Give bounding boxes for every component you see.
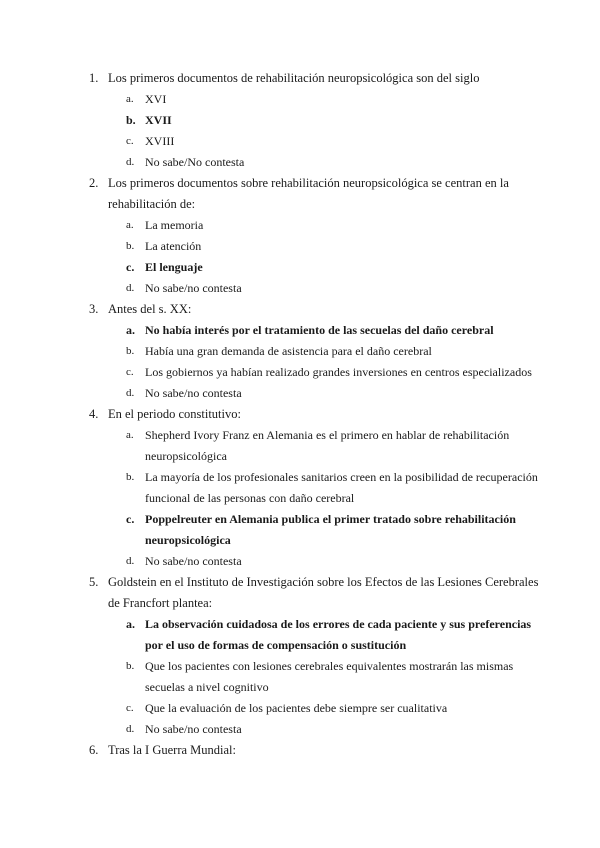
option-letter: b. xyxy=(126,660,135,672)
answer-option-correct xyxy=(108,614,540,656)
option-letter: d. xyxy=(126,387,135,399)
option-text: El lenguaje xyxy=(145,260,203,274)
answer-option-correct xyxy=(108,257,540,278)
question-text: Los primeros documentos de rehabilitación neuropsicológica son del siglo xyxy=(108,71,480,85)
option-text: No sabe/no contesta xyxy=(145,554,242,568)
question-3 xyxy=(0,299,600,404)
option-text: No sabe/no contesta xyxy=(145,281,242,295)
question-number: 4. xyxy=(89,407,99,421)
question-number: 2. xyxy=(89,176,99,190)
option-letter: b. xyxy=(126,113,136,127)
question-list xyxy=(0,68,600,761)
option-letter: c. xyxy=(126,366,134,378)
option-letter: c. xyxy=(126,260,135,274)
option-letter: b. xyxy=(126,471,135,483)
answer-option xyxy=(108,698,540,719)
option-letter: a. xyxy=(126,219,134,231)
answer-option xyxy=(108,425,540,467)
question-5 xyxy=(0,572,600,740)
answer-options xyxy=(108,215,540,299)
answer-options xyxy=(108,320,540,404)
answer-option xyxy=(108,341,540,362)
option-letter: a. xyxy=(126,617,135,631)
option-text: XVII xyxy=(145,113,172,127)
option-text: XVI xyxy=(145,92,167,106)
option-text: La observación cuidadosa de los errores de cada paciente y sus preferencias por el uso de formas de compensación o sustitución xyxy=(145,617,532,652)
option-letter: b. xyxy=(126,240,135,252)
question-number: 1. xyxy=(89,71,99,85)
option-text: La mayoría de los profesionales sanitarios creen en la posibilidad de recuperación funcional de las personas con daño cerebral xyxy=(145,470,538,505)
option-text: Había una gran demanda de asistencia para el daño cerebral xyxy=(145,344,432,358)
option-letter: c. xyxy=(126,135,134,147)
option-letter: a. xyxy=(126,323,135,337)
question-text: En el periodo constitutivo: xyxy=(108,407,241,421)
question-text: Tras la I Guerra Mundial: xyxy=(108,743,236,757)
question-1 xyxy=(0,68,600,173)
answer-option xyxy=(108,656,540,698)
option-text: No sabe/no contesta xyxy=(145,386,242,400)
question-number: 3. xyxy=(89,302,99,316)
answer-option-correct xyxy=(108,509,540,551)
option-letter: c. xyxy=(126,702,134,714)
option-letter: d. xyxy=(126,723,135,735)
answer-options xyxy=(108,614,540,740)
question-text: Antes del s. XX: xyxy=(108,302,192,316)
option-text: Que los pacientes con lesiones cerebrales equivalentes mostrarán las mismas secuelas a nivel cognitivo xyxy=(145,659,514,694)
option-letter: d. xyxy=(126,555,135,567)
option-text: Los gobiernos ya habían realizado grandes inversiones en centros especializados xyxy=(145,365,532,379)
answer-option xyxy=(108,152,540,173)
answer-options xyxy=(108,425,540,572)
answer-option xyxy=(108,89,540,110)
option-letter: c. xyxy=(126,512,135,526)
question-4 xyxy=(0,404,600,572)
option-letter: a. xyxy=(126,429,134,441)
answer-option xyxy=(108,236,540,257)
option-text: Shepherd Ivory Franz en Alemania es el primero en hablar de rehabilitación neuropsicológica xyxy=(145,428,510,463)
option-text: No sabe/No contesta xyxy=(145,155,245,169)
answer-option xyxy=(108,467,540,509)
answer-option xyxy=(108,383,540,404)
option-text: No había interés por el tratamiento de las secuelas del daño cerebral xyxy=(145,323,494,337)
option-letter: b. xyxy=(126,345,135,357)
question-2 xyxy=(0,173,600,299)
answer-option xyxy=(108,278,540,299)
answer-option xyxy=(108,362,540,383)
answer-option xyxy=(108,551,540,572)
option-text: Poppelreuter en Alemania publica el primer tratado sobre rehabilitación neuropsicológica xyxy=(145,512,516,547)
answer-option-correct xyxy=(108,110,540,131)
question-text: Los primeros documentos sobre rehabilitación neuropsicológica se centran en la rehabilitación de: xyxy=(108,176,509,211)
answer-option xyxy=(108,131,540,152)
option-text: La memoria xyxy=(145,218,204,232)
option-text: XVIII xyxy=(145,134,175,148)
option-text: No sabe/no contesta xyxy=(145,722,242,736)
option-letter: d. xyxy=(126,156,135,168)
answer-options xyxy=(108,89,540,173)
option-letter: d. xyxy=(126,282,135,294)
answer-option xyxy=(108,215,540,236)
question-text: Goldstein en el Instituto de Investigación sobre los Efectos de las Lesiones Cerebrales de Francfort plantea: xyxy=(108,575,539,610)
question-number: 5. xyxy=(89,575,99,589)
question-6 xyxy=(0,740,600,761)
question-number: 6. xyxy=(89,743,99,757)
option-text: Que la evaluación de los pacientes debe siempre ser cualitativa xyxy=(145,701,448,715)
option-text: La atención xyxy=(145,239,202,253)
answer-option xyxy=(108,719,540,740)
option-letter: a. xyxy=(126,93,134,105)
answer-option-correct xyxy=(108,320,540,341)
